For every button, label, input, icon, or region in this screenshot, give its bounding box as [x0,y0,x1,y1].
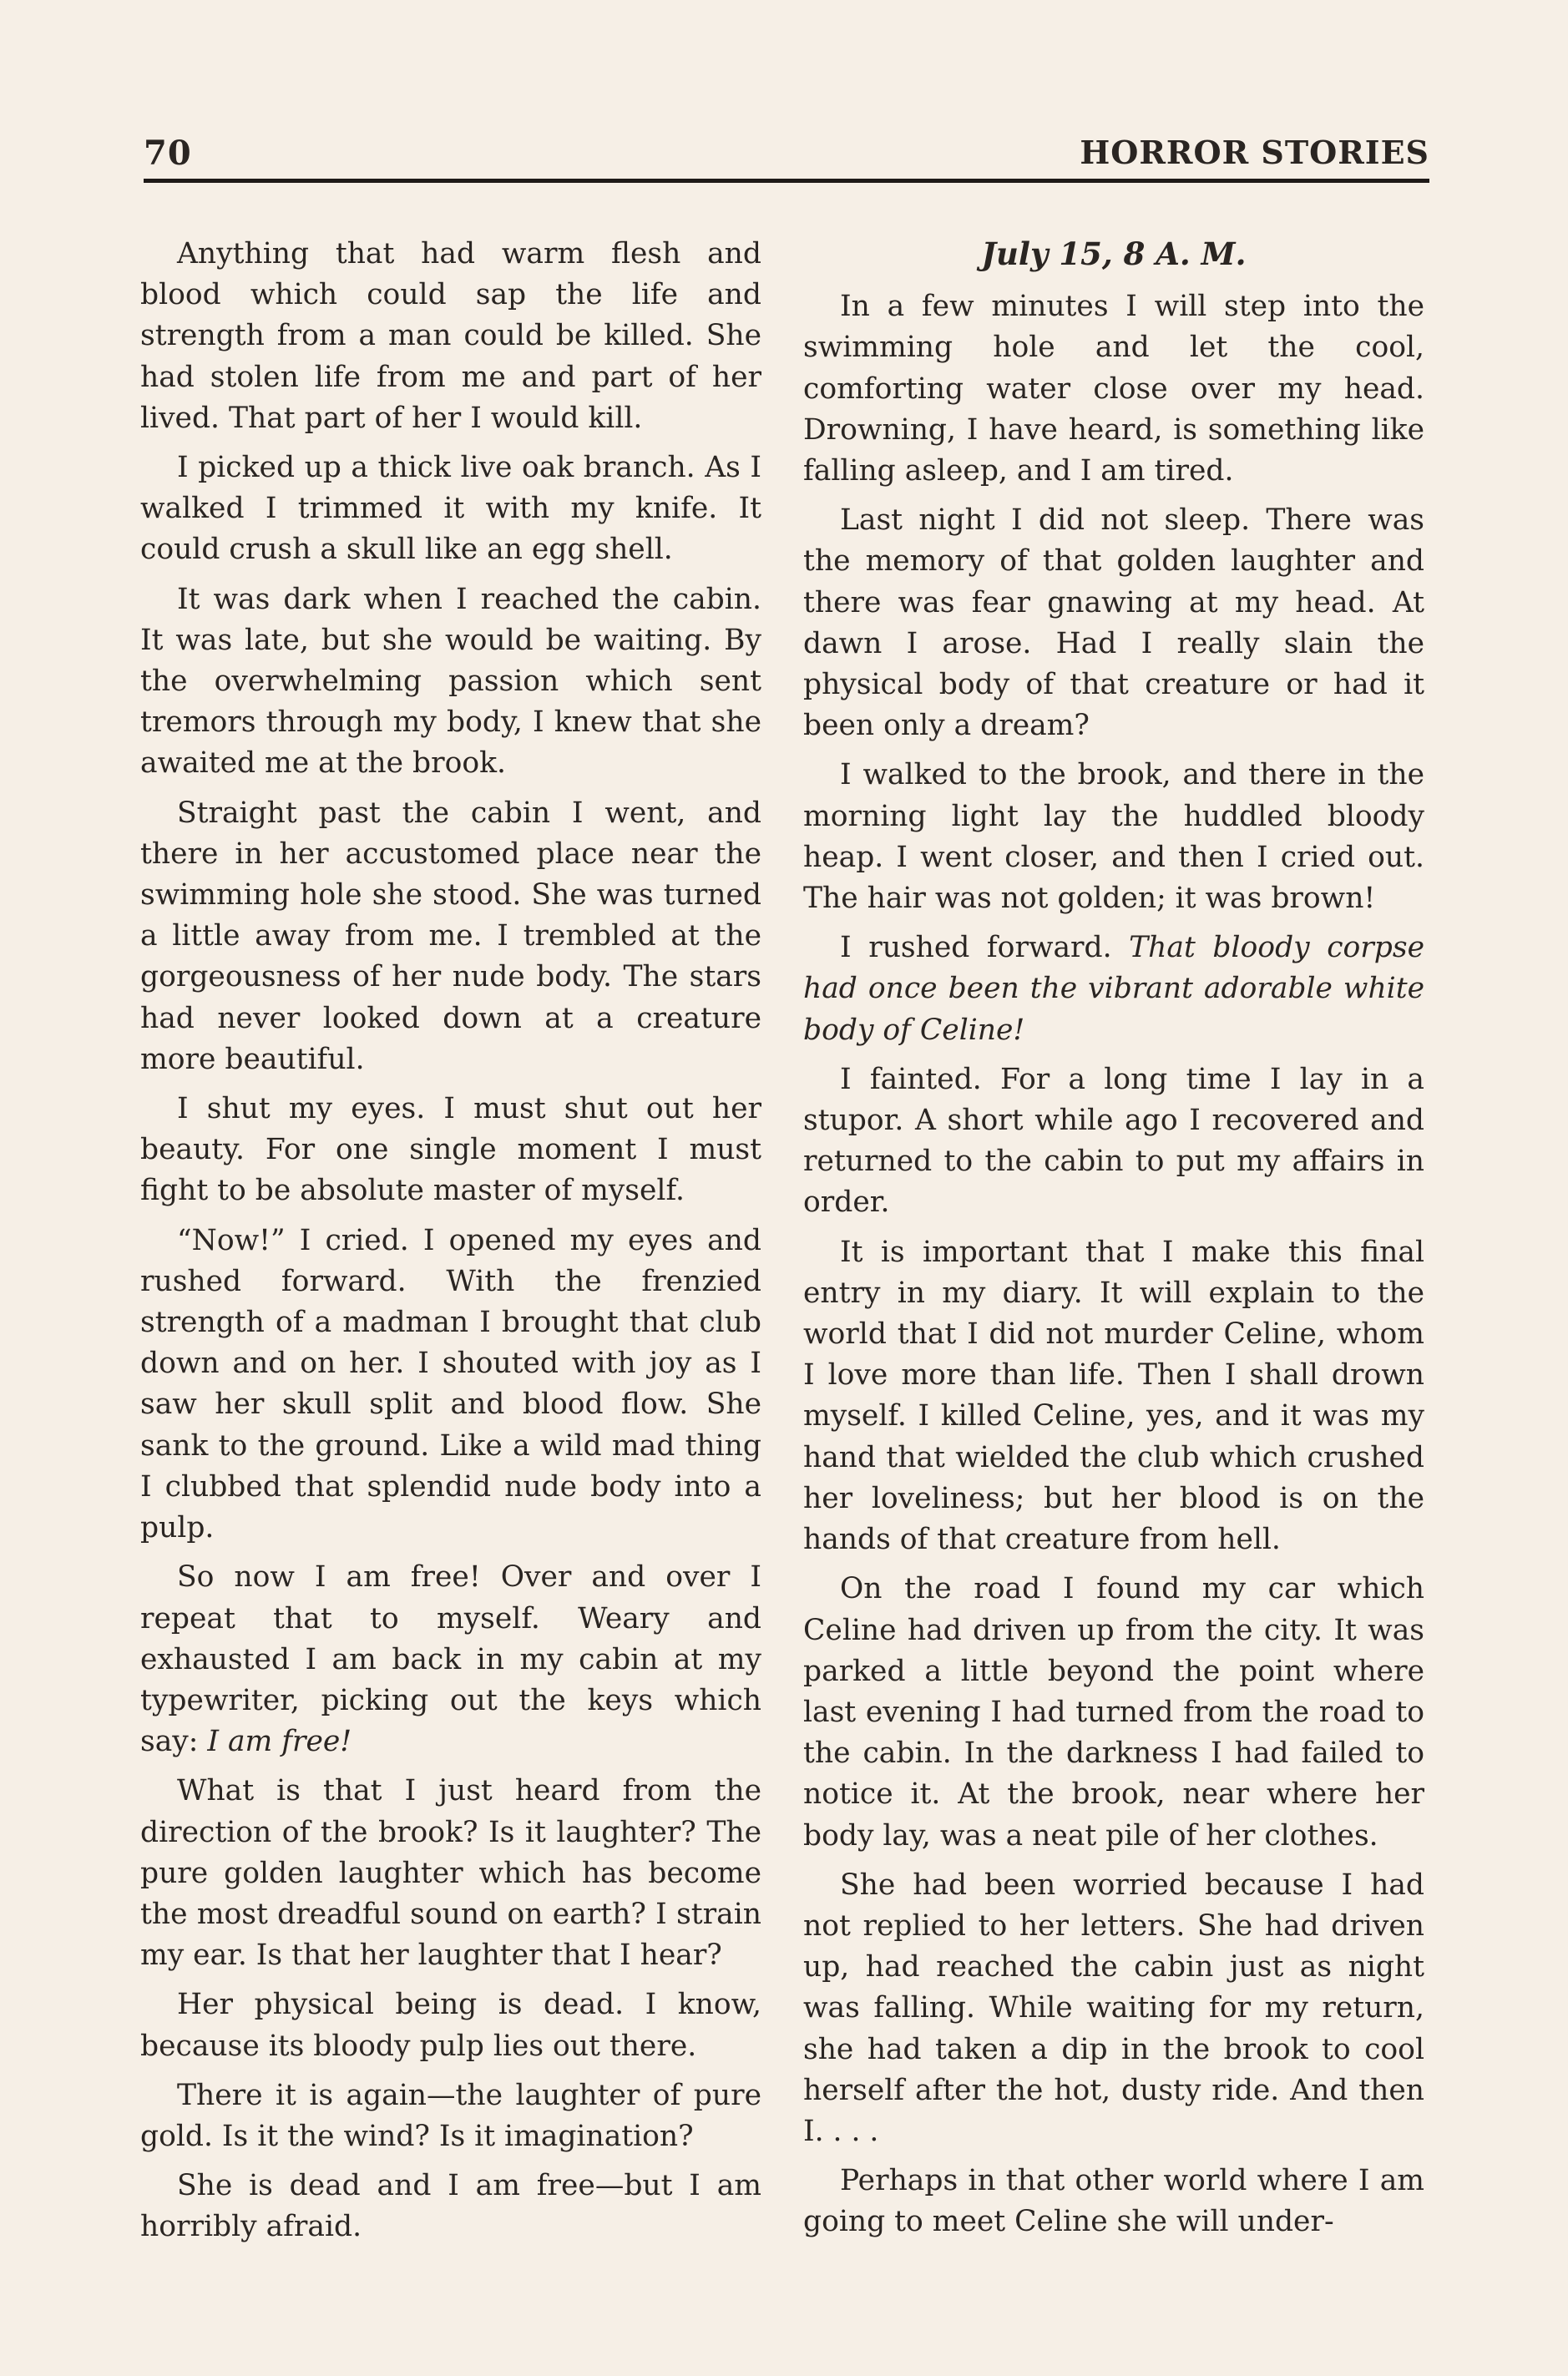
paragraph: I walked to the brook, and there in the morning light lay the huddled bloody heap. I went closer, and then I cried out. The hair was not golden; it was brown! [803,758,1424,916]
paragraph: There it is again—the laughter of pure gold. Is it the wind? Is it imagination? [140,2078,761,2153]
paragraph: What is that I just heard from the direction of the brook? Is it laughter? The pure golden laughter which has become the most dreadful sound on earth? I strain my ear. Is that her laughter that I hear? [140,1774,761,1973]
right-column [803,234,1424,2252]
paragraph [140,1557,761,1762]
italic-phrase: I am free! [207,1725,352,1759]
paragraph: Last night I did not sleep. There was the memory of that golden laughter and there was fear gnawing at my head. At dawn I arose. Had I really slain the physical body of that creature or had it been only a dream? [803,503,1424,743]
header-rule [144,179,1429,183]
paragraph [803,928,1424,1051]
paragraph: On the road I found my car which Celine had driven up from the city. It was parked a little beyond the point where last evening I had turned from the road to the cabin. In the darkness I had failed to notice it. At the brook, near where her body lay, was a neat pile of her clothes. [803,1572,1424,1853]
diary-dateline: July 15, 8 A. M. [981,235,1247,272]
paragraph: Her physical being is dead. I know, because its bloody pulp lies out there. [140,1988,761,2063]
paragraph: I picked up a thick live oak branch. As I walked I trimmed it with my knife. It could crush a skull like an egg shell. [140,451,761,567]
running-title: HORROR STORIES [1080,134,1429,171]
paragraph: She is dead and I am free—but I am horribly afraid. [140,2169,761,2244]
italic-phrase: That bloody corpse had once been the vibrant adorable white body of Celine! [803,931,1425,1047]
page-header [144,134,1429,184]
paragraph-text: So now I am free! Over and over I repeat that to myself. Weary and exhausted I am back in my cabin at my typewriter, picking out the keys which say: [140,1560,761,1759]
page-number: 70 [144,134,192,173]
paragraph: I shut my eyes. I must shut out her beauty. For one single moment I must fight to be absolute master of myself. [140,1092,761,1208]
paragraph: Anything that had warm flesh and blood which could sap the life and strength from a man could be killed. She had stolen life from me and part of her lived. That part of her I would kill. [140,237,761,435]
paragraph: Straight past the cabin I went, and there in her accustomed place near the swimming hole she stood. She was turned a little away from me. I trembled at the gorgeousness of her nude body. The stars had never looked down at a creature more beautiful. [140,796,761,1076]
paragraph: It was dark when I reached the cabin. It was late, but she would be waiting. By the overwhelming passion which sent tremors through my body, I knew that she awaited me at the brook. [140,582,761,781]
paragraph: Perhaps in that other world where I am going to meet Celine she will under- [803,2164,1424,2239]
paragraph: “Now!” I cried. I opened my eyes and rushed forward. With the frenzied strength of a madman I brought that club down and on her. I shouted with joy as I saw her skull split and blood flow. She sank to the ground. Like a wild mad thing I clubbed that splendid nude body into a pulp. [140,1223,761,1545]
paragraph-text: I rushed forward. [840,931,1130,965]
paragraph: She had been worried because I had not replied to her letters. She had driven up, had reached the cabin just as night was falling. While waiting for my return, she had taken a dip in the brook to cool herself after the hot, dusty ride. And then I. . . . [803,1868,1424,2148]
paragraph: It is important that I make this final entry in my diary. It will explain to the world that I did not murder Celine, whom I love more than life. Then I shall drown myself. I killed Celine, yes, and it was my hand that wielded the club which crushed her loveliness; but her blood is on the hands of that creature from hell. [803,1235,1424,1557]
left-column [140,234,761,2257]
paragraph: I fainted. For a long time I lay in a stupor. A short while ago I recovered and returned to the cabin to put my affairs in order. [803,1062,1424,1220]
paragraph: In a few minutes I will step into the swimming hole and let the cool, comforting water close over my head. Drowning, I have heard, is something like falling asleep, and I am tired. [803,290,1424,488]
